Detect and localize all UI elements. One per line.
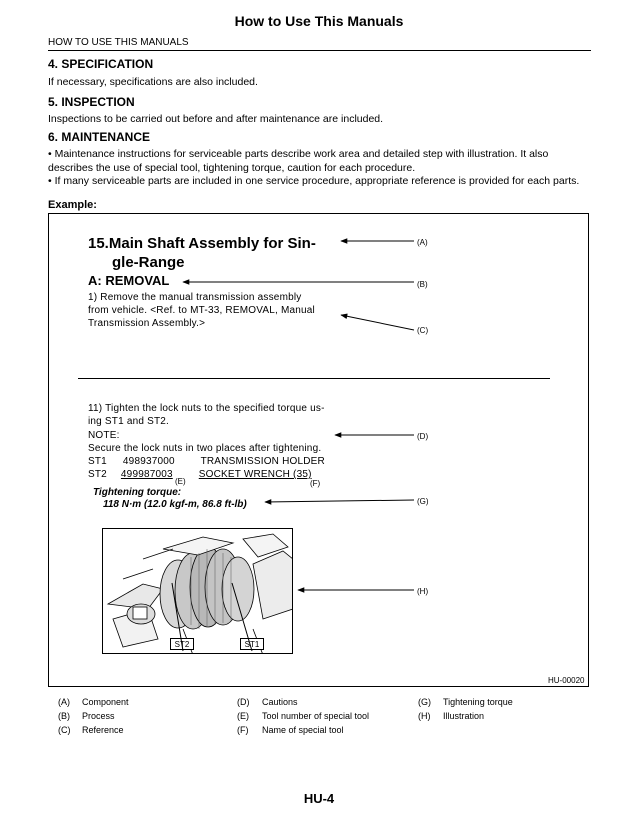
inspection-heading: 5. INSPECTION: [48, 95, 135, 109]
figure-id: HU-00020: [548, 676, 585, 685]
st2-label: ST2: [88, 469, 107, 480]
tag-e: (E): [175, 477, 186, 486]
legend-label-e: Tool number of special tool: [262, 711, 370, 721]
legend-key-f: (F): [237, 725, 249, 735]
st2-callout: ST2: [170, 638, 194, 650]
legend-label-c: Reference: [82, 725, 124, 735]
torque-value: 118 N·m (12.0 kgf-m, 86.8 ft-lb): [103, 499, 247, 510]
legend-key-a: (A): [58, 697, 70, 707]
page-number: HU-4: [303, 791, 335, 806]
legend-key-c: (C): [58, 725, 71, 735]
specification-heading: 4. SPECIFICATION: [48, 57, 154, 71]
st1-name: TRANSMISSION HOLDER: [200, 456, 325, 467]
st2-name: SOCKET WRENCH (35): [198, 469, 312, 480]
note-text: Secure the lock nuts in two places after tightening.: [88, 443, 322, 454]
maintenance-heading: 6. MAINTENANCE: [48, 130, 151, 144]
tag-c: (C): [417, 326, 429, 335]
leader-st1: [232, 583, 252, 651]
legend-key-e: (E): [237, 711, 249, 721]
legend-key-h: (H): [418, 711, 431, 721]
example-heading-line-1: 15.Main Shaft Assembly for Sin-: [88, 235, 316, 252]
legend-label-f: Name of special tool: [262, 725, 344, 735]
legend-label-a: Component: [82, 697, 129, 707]
step-1-line-3: Transmission Assembly.>: [88, 318, 206, 329]
step-1-line-1: 1) Remove the manual transmission assembly: [88, 292, 302, 303]
section-subtitle: HOW TO USE THIS MANUALS: [48, 37, 189, 48]
tag-b: (B): [417, 280, 428, 289]
specification-text: If necessary, specifications are also included.: [48, 76, 258, 88]
inspection-text: Inspections to be carried out before and after maintenance are included.: [48, 113, 384, 125]
step-11-line-1: 11) Tighten the lock nuts to the specified torque us-: [88, 403, 325, 414]
step-11-line-2: ing ST1 and ST2.: [88, 416, 170, 427]
st1-label: ST1: [88, 456, 107, 467]
legend-label-d: Cautions: [262, 697, 298, 707]
legend-label-b: Process: [82, 711, 115, 721]
legend-label-g: Tightening torque: [443, 697, 513, 707]
example-subheading: A: REMOVAL: [88, 273, 170, 288]
maintenance-bullet-1: • Maintenance instructions for serviceable parts describe work area and detailed step with illustration. It also describes the use of special tool, tightening torque, caution for each procedure.: [48, 148, 549, 174]
tag-g: (G): [417, 497, 429, 506]
tag-h: (H): [417, 587, 429, 596]
legend-key-d: (D): [237, 697, 250, 707]
arrow-g: [265, 500, 414, 502]
tag-d: (D): [417, 432, 429, 441]
maintenance-bullet-2: • If many serviceable parts are included in one service procedure, appropriate reference is provided for each parts.: [48, 175, 580, 187]
step-1-line-2: from vehicle. <Ref. to MT-33, REMOVAL, Manual: [88, 305, 315, 316]
arrow-c: [341, 315, 414, 330]
example-label: Example:: [48, 199, 97, 211]
tag-a: (A): [417, 238, 428, 247]
tag-f: (F): [310, 479, 321, 488]
note-label: NOTE:: [88, 430, 120, 441]
leader-st2: [172, 583, 183, 651]
st1-number: 498937000: [122, 456, 175, 467]
legend-key-b: (B): [58, 711, 70, 721]
torque-label: Tightening torque:: [93, 487, 182, 498]
example-heading-line-2: gle-Range: [112, 254, 185, 271]
legend-key-g: (G): [418, 697, 431, 707]
st2-number: 499987003: [120, 469, 173, 480]
st1-callout: ST1: [240, 638, 264, 650]
page-title: How to Use This Manuals: [234, 13, 404, 29]
legend-label-h: Illustration: [443, 711, 485, 721]
